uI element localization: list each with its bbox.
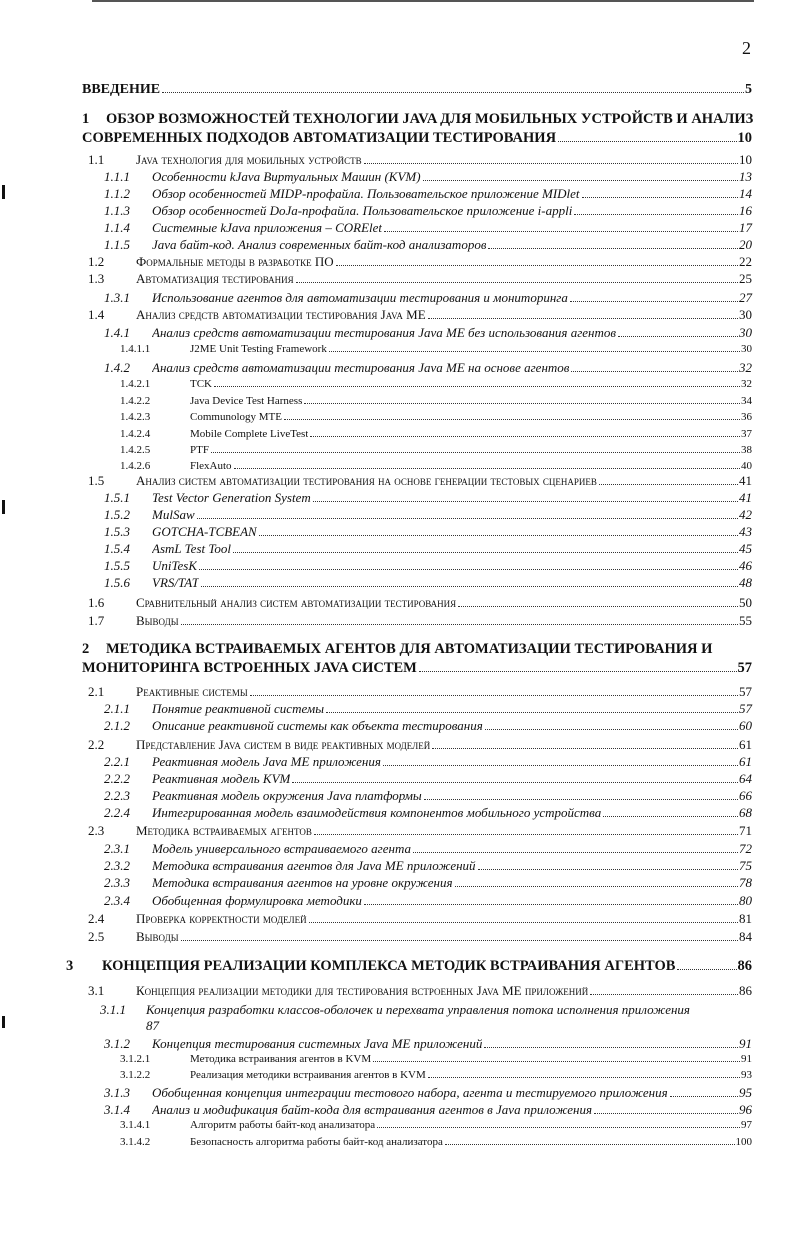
- chapter-page: 10: [737, 130, 752, 146]
- entry-title: AsmL Test Tool: [152, 541, 232, 556]
- entry-page: 13: [739, 169, 752, 184]
- leader-dots: [250, 695, 738, 696]
- entry-page: 50: [739, 595, 752, 610]
- entry-number: 1.4.2.6: [120, 460, 151, 472]
- entry-title: Проверка корректности моделей: [136, 911, 307, 926]
- entry-page: 20: [739, 237, 752, 252]
- entry-page: 60: [739, 718, 752, 733]
- entry-title: Реактивная модель KVM: [152, 771, 291, 786]
- entry-title: Методика встраивания агентов для Java ME приложений: [152, 858, 476, 873]
- entry-title: Обобщенная концепция интеграции тестового набора, агента и тестируемого приложения: [152, 1085, 668, 1100]
- toc-entry[interactable]: [82, 82, 752, 98]
- toc-entry[interactable]: [120, 444, 752, 457]
- entry-title: J2ME Unit Testing Framework: [190, 343, 327, 355]
- entry-number: 1.4.1.1: [120, 343, 151, 355]
- entry-title: Концепция тестирования системных Java ME приложений: [152, 1036, 483, 1051]
- entry-title: Сравнительный анализ систем автоматизации тестирования: [136, 595, 457, 610]
- top-border: [92, 0, 754, 2]
- entry-title: Communology MTE: [190, 411, 282, 423]
- entry-page: 78: [739, 875, 752, 890]
- entry-title: ВВЕДЕНИЕ: [82, 82, 161, 97]
- entry-number: 2.4: [88, 911, 105, 926]
- entry-number: 2.1: [88, 684, 105, 699]
- entry-page: 66: [739, 788, 752, 803]
- entry-title: Использование агентов для автоматизации тестирования и мониторинга: [152, 290, 568, 305]
- leader-dots: [458, 606, 738, 607]
- toc-entry[interactable]: [104, 220, 752, 236]
- toc-entry[interactable]: [120, 1119, 752, 1132]
- toc-entry[interactable]: [104, 754, 752, 770]
- entry-title: Обзор особенностей MIDP-профайла. Пользовательское приложение MIDlet: [152, 186, 580, 201]
- entry-number: 3.1.2: [104, 1036, 130, 1051]
- toc-entry[interactable]: [104, 558, 752, 574]
- entry-title: Методика встраиваемых агентов: [136, 823, 312, 838]
- toc-entry[interactable]: [104, 771, 752, 787]
- chapter-title-line2: МОНИТОРИНГА ВСТРОЕННЫХ JAVA СИСТЕМ: [82, 660, 417, 676]
- toc-entry[interactable]: [104, 701, 752, 717]
- entry-page: 91: [741, 1053, 752, 1065]
- toc-entry[interactable]: [104, 203, 752, 219]
- entry-number: 1.6: [88, 595, 105, 610]
- entry-title: UniTesK: [152, 558, 198, 573]
- entry-title: PTF: [190, 444, 209, 456]
- entry-page: 61: [739, 754, 752, 769]
- leader-dots: [571, 371, 738, 372]
- toc-entry[interactable]: [88, 911, 752, 927]
- toc-entry[interactable]: [104, 290, 752, 306]
- entry-title: Формальные методы в разработке ПО: [136, 254, 334, 269]
- entry-title: Методика встраивания агентов в KVM: [190, 1053, 372, 1065]
- leader-dots: [162, 92, 744, 93]
- entry-number: 1.5.5: [104, 558, 130, 573]
- entry-page: 17: [739, 220, 752, 235]
- toc-entry[interactable]: [120, 378, 752, 391]
- entry-number: 1.2: [88, 254, 105, 269]
- entry-number: 1.4.1: [104, 325, 130, 340]
- toc-entry[interactable]: [104, 1036, 752, 1052]
- entry-number: 1.4: [88, 307, 105, 322]
- entry-page: 32: [741, 378, 752, 390]
- entry-title: Алгоритм работы байт-код анализатора: [190, 1119, 376, 1131]
- toc-entry[interactable]: [88, 983, 752, 999]
- chapter-number: 1: [82, 111, 90, 127]
- entry-page: 42: [739, 507, 752, 522]
- entry-number: 2.2.1: [104, 754, 130, 769]
- entry-number: 3.1.3: [104, 1085, 130, 1100]
- toc-entry[interactable]: [88, 473, 752, 489]
- entry-number: 3.1.1: [100, 1002, 126, 1017]
- toc-entry[interactable]: [104, 893, 752, 909]
- entry-title: Концепция реализации методики для тестирования встроенных Java ME приложений: [136, 983, 589, 998]
- entry-number: 1.3: [88, 271, 105, 286]
- leader-dots: [574, 214, 738, 215]
- entry-title: Концепция разработки классов-оболочек и перехвата управления потока исполнения приложения 87: [146, 1002, 690, 1033]
- entry-title: Выводы: [136, 929, 179, 944]
- toc-entry[interactable]: [120, 343, 752, 356]
- entry-title: Java Device Test Harness: [190, 395, 303, 407]
- toc-entry[interactable]: [88, 595, 752, 611]
- entry-number: 1.4.2.3: [120, 411, 151, 423]
- entry-title: Особенности kJava Виртуальных Машин (KVM): [152, 169, 421, 184]
- entry-title: Описание реактивной системы как объекта тестирования: [152, 718, 483, 733]
- entry-page: 87: [146, 1018, 159, 1033]
- entry-number: 1.3.1: [104, 290, 130, 305]
- entry-page: 22: [739, 254, 752, 269]
- leader-dots: [428, 1077, 740, 1078]
- leader-dots: [432, 748, 738, 749]
- toc-entry[interactable]: [104, 541, 752, 557]
- leader-dots: [599, 484, 738, 485]
- entry-page: 40: [741, 460, 752, 472]
- toc-entry[interactable]: [104, 186, 752, 202]
- toc-entry[interactable]: [120, 1136, 752, 1149]
- toc-entry[interactable]: [88, 254, 752, 270]
- entry-number: 1.5.6: [104, 575, 130, 590]
- entry-number: 2.1.2: [104, 718, 130, 733]
- scan-mark: [2, 185, 5, 199]
- entry-title: Анализ средств автоматизации тестирования Java ME без использования агентов: [152, 325, 617, 340]
- entry-number: 3.1.2.1: [120, 1053, 151, 1065]
- chapter-number: 2: [82, 641, 90, 657]
- leader-dots: [197, 518, 738, 519]
- entry-number: 1.5: [88, 473, 105, 488]
- entry-page: 64: [739, 771, 752, 786]
- leader-dots: [234, 468, 740, 469]
- entry-page: 37: [741, 428, 752, 440]
- leader-dots: [364, 904, 738, 905]
- entry-title: Анализ средств автоматизации тестирования Java ME: [136, 307, 426, 322]
- entry-number: 1.4.2.2: [120, 395, 151, 407]
- leader-dots: [670, 1096, 738, 1097]
- toc-entry[interactable]: [88, 929, 752, 945]
- entry-number: 2.5: [88, 929, 105, 944]
- toc-entry[interactable]: [104, 575, 752, 591]
- leader-dots: [423, 180, 738, 181]
- entry-title: Реактивная модель окружения Java платформы: [152, 788, 422, 803]
- entry-page: 5: [745, 82, 752, 97]
- chapter-number: 3: [66, 958, 74, 974]
- toc-entry[interactable]: [104, 788, 752, 804]
- entry-number: 2.3.4: [104, 893, 130, 908]
- entry-title: Системные kJava приложения – CORElet: [152, 220, 383, 235]
- toc-entry[interactable]: [104, 1102, 752, 1118]
- entry-page: 61: [739, 737, 752, 752]
- toc-entry[interactable]: [104, 718, 752, 734]
- entry-number: 2.2.2: [104, 771, 130, 786]
- toc-entry[interactable]: [104, 858, 752, 874]
- entry-number: 3.1.2.2: [120, 1069, 151, 1081]
- entry-number: 1.4.2.5: [120, 444, 151, 456]
- entry-page: 86: [739, 983, 752, 998]
- entry-number: 1.4.2.1: [120, 378, 151, 390]
- entry-number: 2.3.3: [104, 875, 130, 890]
- entry-title: Методика встраивания агентов на уровне окружения: [152, 875, 453, 890]
- entry-number: 3.1: [88, 983, 105, 998]
- entry-page: 71: [739, 823, 752, 838]
- entry-page: 68: [739, 805, 752, 820]
- toc-entry[interactable]: [120, 395, 752, 408]
- toc-entry[interactable]: [120, 460, 752, 473]
- entry-page: 27: [739, 290, 752, 305]
- entry-page: 46: [739, 558, 752, 573]
- entry-page: 38: [741, 444, 752, 456]
- leader-dots: [428, 318, 738, 319]
- entry-title: VRS/TAT: [152, 575, 199, 590]
- entry-title: Интегрированная модель взаимодействия компонентов мобильного устройства: [152, 805, 602, 820]
- entry-page: 100: [735, 1136, 752, 1148]
- entry-page: 80: [739, 893, 752, 908]
- entry-page: 32: [739, 360, 752, 375]
- entry-number: 1.4.2.4: [120, 428, 151, 440]
- leader-dots: [364, 163, 738, 164]
- toc-entry[interactable]: [104, 507, 752, 523]
- entry-title: Test Vector Generation System: [152, 490, 311, 505]
- toc-entry[interactable]: [104, 169, 752, 185]
- entry-page: 34: [741, 395, 752, 407]
- entry-page: 75: [739, 858, 752, 873]
- toc-entry[interactable]: [88, 613, 752, 629]
- toc-entry[interactable]: [104, 875, 752, 891]
- entry-number: 2.3: [88, 823, 105, 838]
- toc-entry[interactable]: [120, 411, 752, 424]
- entry-title: FlexAuto: [190, 460, 232, 472]
- entry-title: Модель универсального встраиваемого агента: [152, 841, 411, 856]
- leader-dots: [594, 1113, 738, 1114]
- toc-entry[interactable]: [104, 524, 752, 540]
- toc-entry[interactable]: [88, 271, 752, 287]
- leader-dots: [296, 282, 738, 283]
- toc-entry[interactable]: [104, 490, 752, 506]
- entry-number: 2.3.1: [104, 841, 130, 856]
- entry-number: 1.1: [88, 152, 105, 167]
- entry-number: 1.1.2: [104, 186, 130, 201]
- entry-page: 25: [739, 271, 752, 286]
- leader-dots: [259, 535, 738, 536]
- entry-title: Автоматизация тестирования: [136, 271, 294, 286]
- entry-page: 91: [739, 1036, 752, 1051]
- entry-number: 2.3.2: [104, 858, 130, 873]
- entry-page: 36: [741, 411, 752, 423]
- entry-page: 97: [741, 1119, 752, 1131]
- entry-title: Безопасность алгоритма работы байт-код анализатора: [190, 1136, 443, 1148]
- leader-dots: [582, 197, 738, 198]
- entry-number: 1.1.4: [104, 220, 130, 235]
- entry-page: 57: [739, 684, 752, 699]
- entry-page: 41: [739, 490, 752, 505]
- leader-dots: [373, 1061, 740, 1062]
- leader-dots: [478, 869, 738, 870]
- leader-dots: [618, 336, 738, 337]
- chapter-title-line1: ОБЗОР ВОЗМОЖНОСТЕЙ ТЕХНОЛОГИИ JAVA ДЛЯ МОБИЛЬНЫХ УСТРОЙСТВ И АНАЛИЗ: [106, 111, 754, 127]
- leader-dots: [284, 419, 740, 420]
- chapter-page: 57: [737, 660, 752, 676]
- leader-dots: [413, 852, 738, 853]
- entry-title: Анализ и модификация байт-кода для встраивания агентов в Java приложения: [152, 1102, 593, 1117]
- entry-title: Понятие реактивной системы: [152, 701, 325, 716]
- leader-dots: [181, 940, 738, 941]
- toc-entry[interactable]: [88, 307, 752, 323]
- entry-number: 2.2.3: [104, 788, 130, 803]
- toc-entry[interactable]: [88, 152, 752, 168]
- toc-entry[interactable]: [104, 360, 752, 376]
- toc-entry[interactable]: [120, 1069, 752, 1082]
- leader-dots: [590, 994, 738, 995]
- leader-dots: [181, 624, 738, 625]
- entry-page: 57: [739, 701, 752, 716]
- chapter-heading-3[interactable]: [66, 957, 752, 975]
- entry-page: 14: [739, 186, 752, 201]
- leader-dots: [488, 248, 738, 249]
- entry-title: Выводы: [136, 613, 179, 628]
- entry-page: 72: [739, 841, 752, 856]
- entry-title: Java байт-код. Анализ современных байт-код анализаторов: [152, 237, 487, 252]
- entry-page: 10: [739, 152, 752, 167]
- chapter-title-line2: СОВРЕМЕННЫХ ПОДХОДОВ АВТОМАТИЗАЦИИ ТЕСТИРОВАНИЯ: [82, 130, 557, 146]
- entry-page: 30: [739, 307, 752, 322]
- entry-page: 48: [739, 575, 752, 590]
- entry-number: 2.2: [88, 737, 105, 752]
- entry-page: 45: [739, 541, 752, 556]
- entry-page: 16: [739, 203, 752, 218]
- entry-number: 3.1.4.1: [120, 1119, 151, 1131]
- chapter-title-line1: МЕТОДИКА ВСТРАИВАЕМЫХ АГЕНТОВ ДЛЯ АВТОМАТИЗАЦИИ ТЕСТИРОВАНИЯ И: [106, 641, 713, 657]
- leader-dots: [304, 403, 740, 404]
- toc-entry[interactable]: [104, 325, 752, 341]
- leader-dots: [233, 552, 738, 553]
- page-number: 2: [742, 38, 751, 58]
- entry-page: 55: [739, 613, 752, 628]
- entry-page: 95: [739, 1085, 752, 1100]
- entry-number: 1.1.1: [104, 169, 130, 184]
- entry-page: 41: [739, 473, 752, 488]
- leader-dots: [383, 765, 738, 766]
- entry-page: 93: [741, 1069, 752, 1081]
- entry-page: 81: [739, 911, 752, 926]
- entry-number: 1.5.1: [104, 490, 130, 505]
- toc-entry[interactable]: [88, 823, 752, 839]
- entry-page: 84: [739, 929, 752, 944]
- toc-entry[interactable]: [88, 684, 752, 700]
- leader-dots: [329, 351, 740, 352]
- leader-dots: [570, 301, 738, 302]
- leader-dots: [292, 782, 738, 783]
- entry-number: 1.4.2: [104, 360, 130, 375]
- entry-title: Анализ систем автоматизации тестирования на основе генерации тестовых сценариев: [136, 473, 597, 488]
- entry-number: 3.1.4: [104, 1102, 130, 1117]
- chapter-title: КОНЦЕПЦИЯ РЕАЛИЗАЦИИ КОМПЛЕКСА МЕТОДИК ВСТРАИВАНИЯ АГЕНТОВ: [102, 958, 676, 974]
- leader-dots: [377, 1127, 740, 1128]
- toc-entry[interactable]: [120, 428, 752, 441]
- toc-entry[interactable]: [104, 1085, 752, 1101]
- entry-number: 2.1.1: [104, 701, 130, 716]
- entry-title: Представление Java систем в виде реактивных моделей: [136, 737, 431, 752]
- entry-number: 1.5.4: [104, 541, 130, 556]
- toc-entry[interactable]: [88, 737, 752, 753]
- leader-dots: [201, 586, 738, 587]
- leader-dots: [484, 1047, 738, 1048]
- entry-page: 96: [739, 1102, 752, 1117]
- entry-title: GOTCHA-TCBEAN: [152, 524, 257, 539]
- leader-dots: [384, 231, 738, 232]
- entry-title: Обобщенная формулировка методики: [152, 893, 362, 908]
- toc-entry[interactable]: [104, 805, 752, 821]
- toc-entry[interactable]: [104, 237, 752, 253]
- leader-dots: [485, 729, 738, 730]
- leader-dots: [424, 799, 738, 800]
- leader-dots: [310, 436, 740, 437]
- entry-number: 1.5.2: [104, 507, 130, 522]
- entry-title: Анализ средств автоматизации тестирования Java ME на основе агентов: [152, 360, 570, 375]
- leader-dots: [445, 1144, 735, 1145]
- entry-page: 30: [741, 343, 752, 355]
- leader-dots: [214, 386, 740, 387]
- entry-title: Реактивная модель Java ME приложения: [152, 754, 381, 769]
- entry-title: Java технология для мобильных устройств: [136, 152, 362, 167]
- leader-dots: [314, 834, 738, 835]
- leader-dots: [455, 886, 739, 887]
- leader-dots: [326, 712, 738, 713]
- entry-page: 30: [739, 325, 752, 340]
- toc-entry[interactable]: [104, 841, 752, 857]
- entry-title: MulSaw: [152, 507, 195, 522]
- toc-entry[interactable]: [120, 1053, 752, 1066]
- entry-title: TCK: [190, 378, 212, 390]
- scan-mark: [2, 500, 5, 514]
- entry-title: Реактивные системы: [136, 684, 248, 699]
- entry-title: Обзор особенностей DoJa-профайла. Пользовательское приложение i-appli: [152, 203, 573, 218]
- leader-dots: [603, 816, 738, 817]
- entry-number: 1.1.5: [104, 237, 130, 252]
- entry-number: 2.2.4: [104, 805, 130, 820]
- leader-dots: [336, 265, 738, 266]
- entry-number: 1.1.3: [104, 203, 130, 218]
- entry-number: 1.5.3: [104, 524, 130, 539]
- leader-dots: [313, 501, 738, 502]
- entry-number: 1.7: [88, 613, 105, 628]
- chapter-page: 86: [737, 958, 752, 974]
- leader-dots: [211, 452, 740, 453]
- leader-dots: [309, 922, 738, 923]
- leader-dots: [199, 569, 738, 570]
- entry-page: 43: [739, 524, 752, 539]
- entry-number: 3.1.4.2: [120, 1136, 151, 1148]
- scan-mark: [2, 1016, 5, 1028]
- entry-title: Реализация методики встраивания агентов в KVM: [190, 1069, 426, 1081]
- entry-title: Mobile Complete LiveTest: [190, 428, 309, 440]
